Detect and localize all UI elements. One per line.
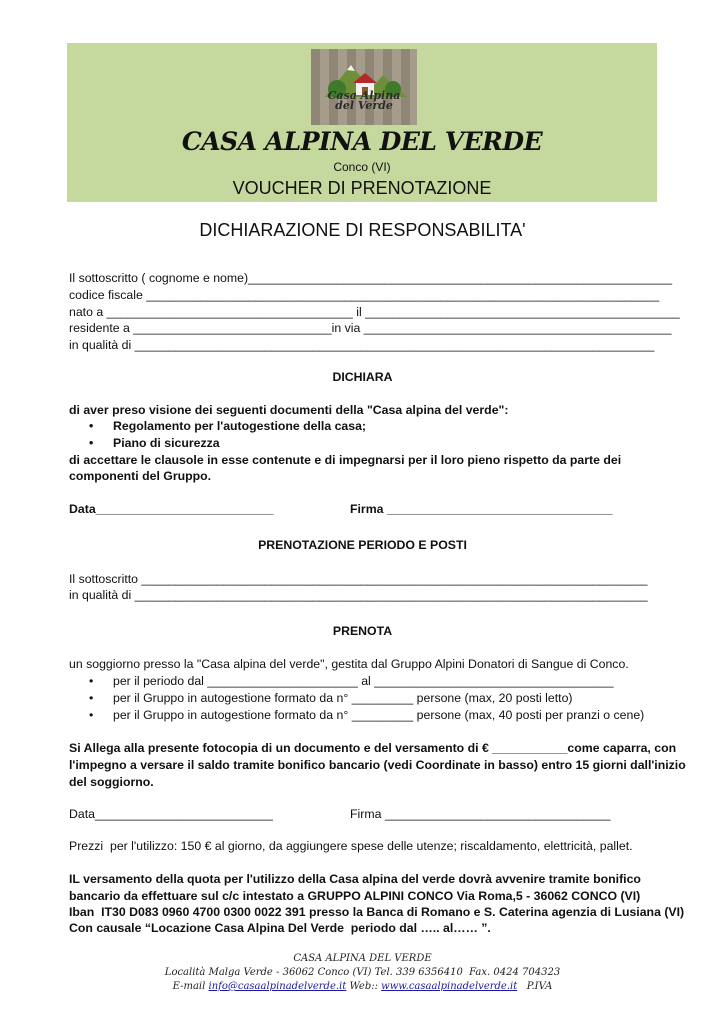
data-field-1: Data__________________________	[69, 502, 274, 516]
prenotazione-heading: PRENOTAZIONE PERIODO E POSTI	[258, 538, 467, 552]
doc-bullet-regolamento: • Regolamento per l'autogestione della casa;	[89, 419, 366, 434]
field-qualita: in qualità di ____________________________________________________________________________	[69, 338, 655, 352]
allega-line-3: del soggiorno.	[69, 775, 154, 789]
versamento-line-1: IL versamento della quota per l'utilizzo della Casa alpina del verde dovrà avvenire tramite bonifico	[69, 872, 641, 886]
versamento-line-2: bancario da effettuare sul c/c intestato a GRUPPO ALPINI CONCO Via Roma,5 - 36062 CONCO (VI)	[69, 889, 641, 903]
accept-line-1: di accettare le clausole in esse contenute e di impegnarsi per il loro pieno rispetto da parte dei	[69, 453, 622, 467]
field-codice-fiscale: codice fiscale ___________________________________________________________________________	[69, 288, 660, 302]
firma-field-1: Firma _________________________________	[350, 502, 613, 516]
periodo-bullet: • per il periodo dal ______________________ al ___________________________________	[89, 674, 614, 689]
field-cognome-nome: Il sottoscritto ( cognome e nome)______________________________________________________________	[69, 271, 673, 285]
allega-line-1: Si Allega alla presente fotocopia di un documento e del versamento di € ___________come caparra, con	[69, 741, 677, 755]
field-nato-a: nato a ____________________________________ il ______________________________________________	[69, 305, 680, 319]
piva-label: P.IVA	[517, 981, 553, 992]
field-sottoscritto-2: Il sottoscritto __________________________________________________________________________	[69, 572, 648, 586]
logo-text-line-1: Casa Alpina	[327, 89, 401, 102]
voucher-subtitle: VOUCHER DI PRENOTAZIONE	[232, 178, 492, 198]
prenota-heading: PRENOTA	[332, 624, 393, 638]
accept-line-2: componenti del Gruppo.	[69, 469, 212, 483]
casa-alpina-logo	[311, 49, 417, 125]
posti-letto-bullet: • per il Gruppo in autogestione formato da n° _________ persone (max, 20 posti letto)	[89, 691, 573, 706]
prenota-intro: un soggiorno presso la "Casa alpina del verde", gestita dal Gruppo Alpini Donatori di Sangue di Conco.	[69, 657, 629, 671]
footer-name: CASA ALPINA DEL VERDE	[293, 953, 432, 964]
doc-bullet-sicurezza: • Piano di sicurezza	[89, 436, 220, 451]
declaration-title: DICHIARAZIONE DI RESPONSABILITA'	[199, 220, 526, 240]
versamento-line-4: Con causale “Locazione Casa Alpina Del Verde periodo dal ….. al…… ”.	[69, 921, 491, 935]
place-label: Conco (VI)	[333, 160, 391, 174]
allega-line-2: l'impegno a versare il saldo tramite bonifico bancario (vedi Coordinate in basso) entro 15 giorni dall'inizio	[69, 758, 686, 772]
footer-address: Località Malga Verde - 36062 Conco (VI) Tel. 339 6356410 Fax. 0424 704323	[164, 967, 561, 978]
house-mountain-icon	[311, 49, 417, 125]
data-field-2: Data__________________________	[69, 807, 273, 821]
firma-field-2: Firma _________________________________	[350, 807, 611, 821]
footer-contacts	[0, 981, 725, 992]
prezzi-line: Prezzi per l'utilizzo: 150 € al giorno, da aggiungere spese delle utenze; riscaldamento, elettricità, pallet.	[69, 839, 633, 853]
email-link[interactable]: info@casaalpinadelverde.it	[208, 981, 347, 992]
web-label: Web::	[346, 981, 382, 992]
logo-text-line-2: del Verde	[335, 99, 393, 112]
logo-text	[311, 91, 417, 111]
field-qualita-2: in qualità di ___________________________________________________________________________	[69, 588, 648, 602]
pranzi-bullet: • per il Gruppo in autogestione formato da n° _________ persone (max, 40 posti per pranzi o cene)	[89, 708, 644, 723]
email-label: E-mail	[172, 981, 209, 992]
dichiara-heading: DICHIARA	[332, 370, 393, 384]
versamento-line-3: Iban IT30 D083 0960 4700 0300 0022 391 presso la Banca di Romano e S. Caterina agenzia di Lusiana (VI)	[69, 905, 685, 919]
field-residente: residente a _____________________________in via _____________________________________________	[69, 321, 672, 335]
page-title: CASA ALPINA DEL VERDE	[181, 127, 543, 156]
website-link[interactable]: www.casaalpinadelverde.it	[381, 981, 518, 992]
header-banner	[67, 43, 657, 202]
dichiara-intro: di aver preso visione dei seguenti documenti della "Casa alpina del verde":	[69, 403, 509, 417]
